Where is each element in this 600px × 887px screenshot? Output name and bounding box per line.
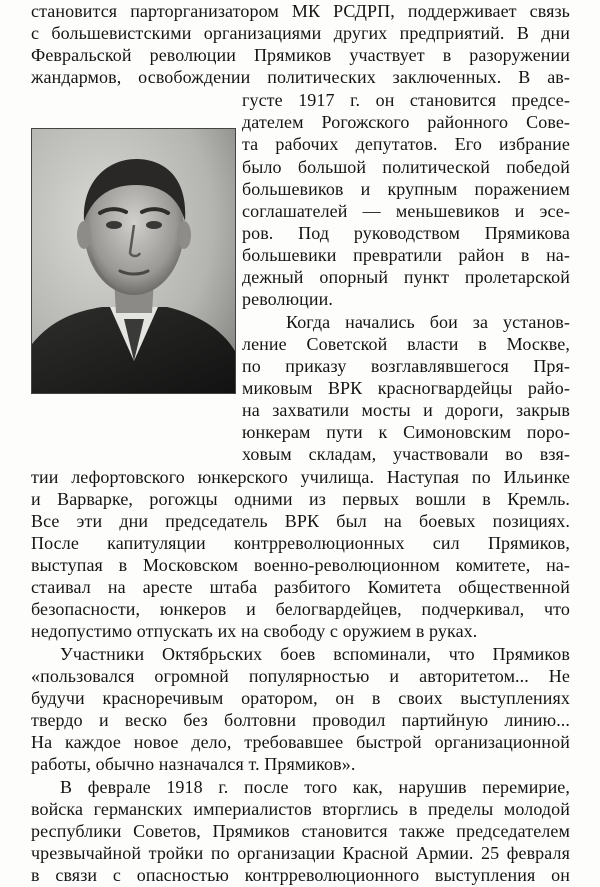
- text-line: На каждое новое дело, требовавшее быстрой организационной: [31, 732, 570, 752]
- text-line: «пользовался огромной популярностью и авторитетом... Не: [31, 666, 570, 686]
- text-line: было большой политической победой: [242, 157, 570, 177]
- text-line: юнкерам пути к Симоновским поро-: [242, 422, 570, 442]
- text-line: по приказу возглавлявшегося Пря-: [242, 356, 570, 376]
- text-line: недопустимо отпускать их на свободу с оружием в руках.: [31, 621, 478, 641]
- text-line: твердо и веско без болтовни проводил партийную линию...: [31, 710, 570, 730]
- text-line: и Варварке, рогожцы одними из первых вошли в Кремль.: [31, 489, 570, 509]
- text-line: большевиков и крупным поражением: [242, 179, 570, 199]
- text-line: Участники Октябрьских боев вспоминали, что Прямиков: [60, 644, 570, 664]
- text-line: ров. Под руководством Прямикова: [242, 223, 570, 243]
- text-line: становится парторганизатором МК РСДРП, поддерживает связь: [31, 1, 570, 21]
- text-line: Все эти дни председатель ВРК был на боевых позициях.: [31, 511, 570, 531]
- text-line: войска германских империалистов вторглись в пределы молодой: [31, 799, 570, 819]
- text-line: безопасности, юнкеров и белогвардейцев, подчеркивал, что: [31, 599, 570, 619]
- text-line: жандармов, освобождении политических заключенных. В ав-: [31, 67, 570, 87]
- text-line: та рабочих депутатов. Его избрание: [242, 134, 570, 154]
- text-line: в связи с опасностью контрреволюционного выступления он: [31, 865, 570, 885]
- portrait-photo: [31, 128, 236, 394]
- text-line: дежный опорный пункт пролетарской: [242, 267, 570, 287]
- text-line: чрезвычайной тройки по организации Красной Армии. 25 февраля: [31, 843, 570, 863]
- text-line: работы, обычно назначался т. Прямиков».: [31, 754, 356, 774]
- text-line: будучи красноречивым оратором, он в своих выступлениях: [31, 688, 570, 708]
- text-line: дателем Рогожского районного Сове-: [242, 112, 570, 132]
- text-line: После капитуляции контрреволюционных сил Прямиков,: [31, 533, 570, 553]
- text-line: Февральской революции Прямиков участвует в разоружении: [31, 45, 570, 65]
- text-line: ление Советской власти в Москве,: [242, 334, 570, 354]
- text-line: выступая в Московском военно-революционном комитете, на-: [31, 555, 570, 575]
- text-line: соглашателей — меньшевиков и эсе-: [242, 201, 570, 221]
- text-line: Когда начались бои за установ-: [286, 312, 570, 332]
- text-line: В феврале 1918 г. после того как, нарушив перемирие,: [60, 777, 570, 797]
- text-line: стаивал на аресте штаба разбитого Комитета общественной: [31, 577, 570, 597]
- text-line: на захватили мосты и дороги, закрыв: [242, 400, 570, 420]
- text-line: тии лефортовского юнкерского училища. Наступая по Ильинке: [31, 467, 570, 487]
- text-line: миковым ВРК красногвардейцы райо-: [242, 378, 570, 398]
- text-line: революции.: [242, 289, 333, 309]
- text-line: ховым складам, участвовали во взя-: [242, 444, 570, 464]
- text-line: большевики превратили район в на-: [242, 245, 570, 265]
- text-line: густе 1917 г. он становится предсе-: [242, 90, 570, 110]
- text-line: с большевистскими организациями других предприятий. В дни: [31, 23, 570, 43]
- text-line: республики Советов, Прямиков становится также председателем: [31, 821, 570, 841]
- portrait-image: [32, 129, 235, 393]
